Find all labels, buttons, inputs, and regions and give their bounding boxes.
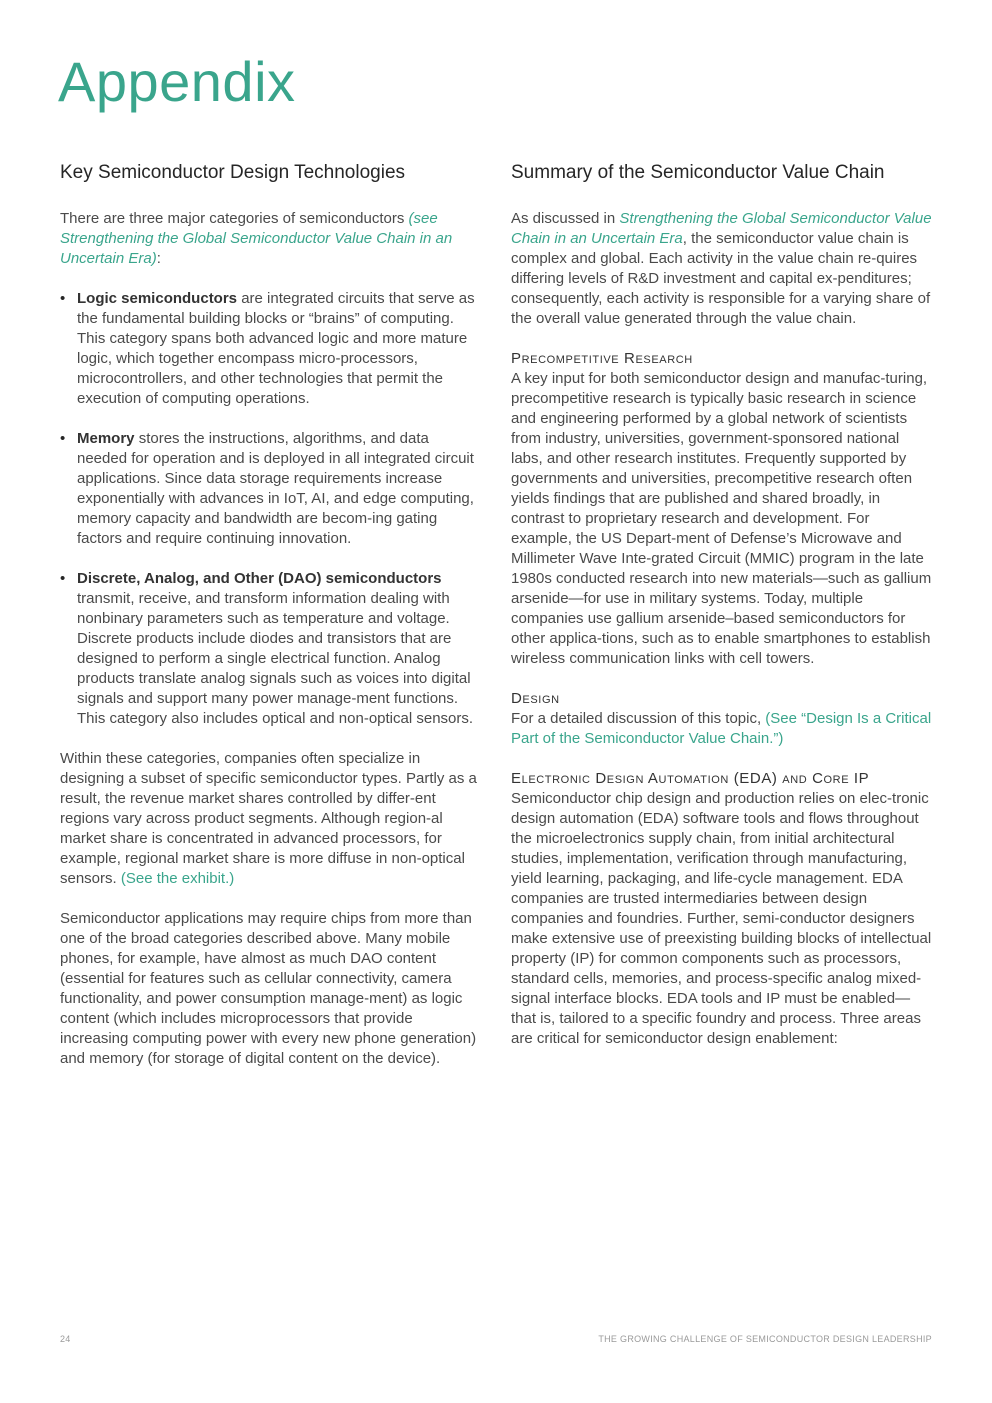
left-intro bbox=[60, 209, 482, 269]
para-categories-text: Within these categories, companies often specialize in designing a subset of specific semiconductor types. Partly as a result, the revenue market shares controlled by differ-ent regions vary across product segments. Although region-al market share is concentrated in advanced processors, for example, regional market share is more diffuse in non-optical sensors. bbox=[60, 750, 477, 887]
page-title: Appendix bbox=[58, 50, 296, 113]
section-title-design: Design bbox=[511, 690, 560, 707]
text-dao: transmit, receive, and transform information dealing with nonbinary parameters such as temperature and voltage. Discrete products include diodes and transistors that are designed to perform a single electrical function. Analog products translate analog signals such as voices into digital signals and support many power manage-ment functions. This category also includes optical and non-optical sensors. bbox=[77, 590, 474, 727]
para-applications: Semiconductor applications may require chips from more than one of the broad categories described above. Many mobile phones, for example, have almost as much DAO content (essential for features such as cellular connectivity, camera functionality, and power consumption manage-ment) as logic content (which includes microprocessors that provide increasing computing power with every new phone generation) and memory (for storage of digital content on the device). bbox=[60, 910, 477, 1067]
footer-page-number: 24 bbox=[60, 1334, 71, 1344]
left-intro-link[interactable]: (see Strengthening the Global Semiconductor Value Chain in an Uncertain Era) bbox=[60, 210, 453, 267]
design-link[interactable]: (See “Design Is a Critical Part of the Semiconductor Value Chain.”) bbox=[511, 710, 932, 747]
term-logic: Logic semiconductors bbox=[77, 290, 238, 307]
right-intro-link[interactable]: Strengthening the Global Semiconductor Value Chain in an Uncertain Era bbox=[511, 210, 932, 247]
left-heading: Key Semiconductor Design Technologies bbox=[60, 162, 406, 183]
list-item-logic bbox=[60, 289, 482, 409]
section-text-precompetitive: A key input for both semiconductor design and manufac-turing, precompetitive research is typically basic research in science and engineering performed by a global network of scientists from industry, universities, government-sponsored national labs, and other research institutes. Frequently supported by governments and universities, precompetitive research often yields findings that are published and shared broadly, in contrast to proprietary research and development. For example, the US Depart-ment of Defense’s Microwave and Millimeter Wave Inte-grated Circuit (MMIC) program in the late 1980s conducted research into new materials—such as gallium arsenide—for use in military systems. Today, multiple companies use gallium arsenide–based semiconductors for other applica-tions, such as to enable smartphones to establish wireless communication links with cell towers. bbox=[511, 370, 932, 667]
left-column bbox=[60, 160, 482, 1089]
section-title-eda: Electronic Design Automation (EDA) and Core IP bbox=[511, 770, 870, 787]
bullet-icon: • bbox=[60, 430, 66, 447]
right-heading: Summary of the Semiconductor Value Chain bbox=[511, 162, 885, 183]
design-text: For a detailed discussion of this topic, bbox=[511, 710, 766, 727]
right-column bbox=[511, 160, 933, 1069]
right-intro-pre: As discussed in bbox=[511, 210, 620, 227]
list-item-dao bbox=[60, 569, 482, 729]
term-memory: Memory bbox=[77, 430, 135, 447]
right-intro bbox=[511, 209, 933, 329]
bullet-icon: • bbox=[60, 290, 66, 307]
exhibit-link[interactable]: (See the exhibit.) bbox=[120, 870, 235, 887]
section-text-eda: Semiconductor chip design and production relies on elec-tronic design automation (EDA) software tools and flows throughout the microelectronics supply chain, from initial architectural studies, implementation, verification through manufacturing, yield learning, packaging, and life-cycle management. EDA companies are trusted intermediaries between design companies and foundries. Further, semi-conductor designers make extensive use of preexisting building blocks of intellectual property (IP) for common components such as processors, standard cells, memories, and process-specific analog mixed-signal interface blocks. EDA tools and IP must be enabled—that is, tailored to a specific foundry and process. Three areas are critical for semiconductor design enablement: bbox=[511, 790, 932, 1047]
right-intro-post: , the semiconductor value chain is complex and global. Each activity in the value chain re-quires differing levels of R&D investment and capital ex-penditures; consequently, each activity is responsible for a varying share of the overall value generated through the value chain. bbox=[511, 230, 931, 327]
text-memory: stores the instructions, algorithms, and data needed for operation and is deployed in all integrated circuit applications. Since data storage requirements increase exponentially with advances in IoT, AI, and edge computing, memory capacity and bandwidth are becom-ing gating factors and require continuing innovation. bbox=[77, 430, 474, 547]
left-intro-text: There are three major categories of semiconductors bbox=[60, 210, 409, 227]
list-item-memory bbox=[60, 429, 482, 549]
bullet-icon: • bbox=[60, 570, 66, 587]
section-text-design bbox=[511, 709, 933, 749]
footer-title: THE GROWING CHALLENGE OF SEMICONDUCTOR DESIGN LEADERSHIP bbox=[598, 1334, 932, 1344]
para-categories bbox=[60, 749, 482, 889]
category-list bbox=[60, 289, 482, 729]
left-intro-end: : bbox=[156, 250, 161, 267]
text-logic: are integrated circuits that serve as the fundamental building blocks or “brains” of computing. This category spans both advanced logic and more mature logic, which together encompass micro-processors, microcontrollers, and other technologies that permit the execution of computing operations. bbox=[77, 290, 475, 407]
term-dao: Discrete, Analog, and Other (DAO) semiconductors bbox=[77, 570, 442, 587]
section-title-precompetitive: Precompetitive Research bbox=[511, 350, 693, 367]
